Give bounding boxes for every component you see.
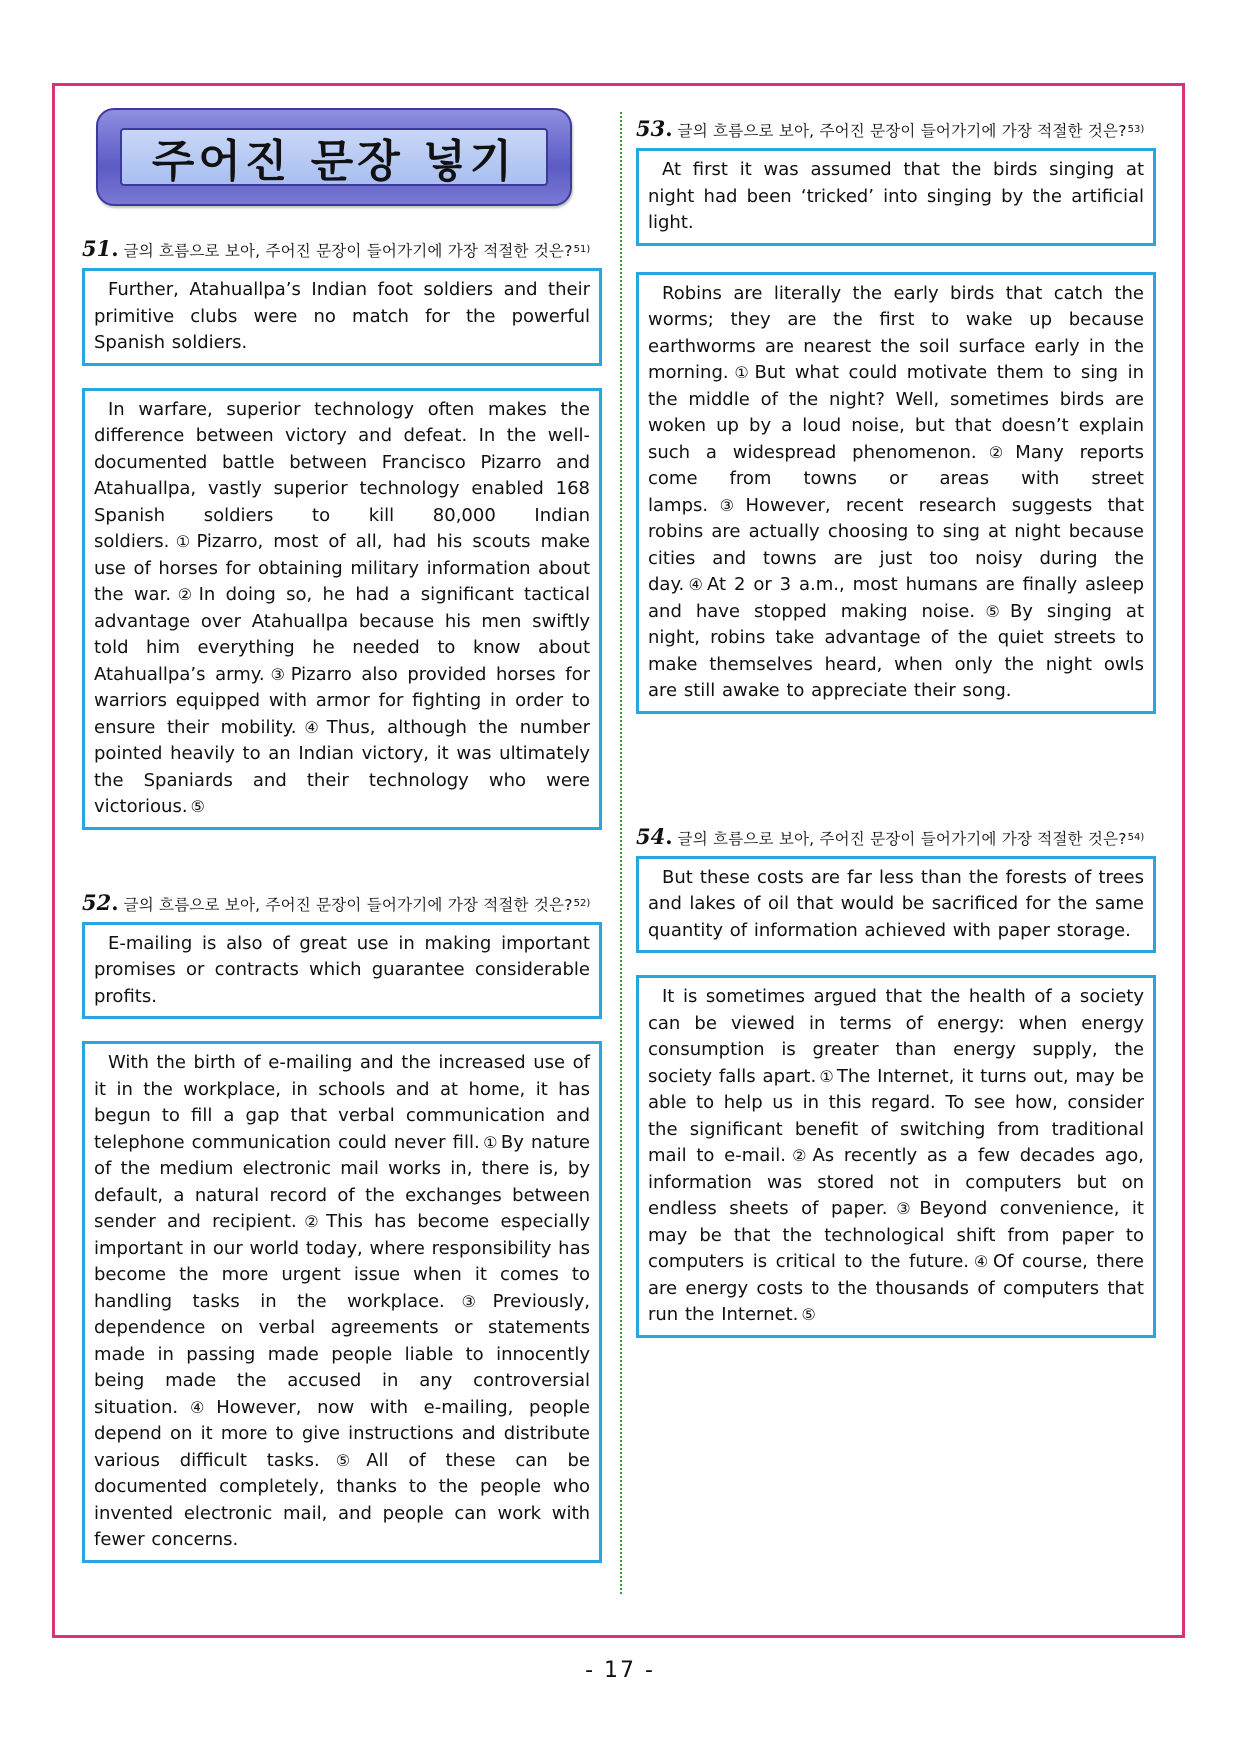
passage-text: Many reports come from towns or areas with street lamps. xyxy=(648,441,1144,516)
question-52 xyxy=(82,890,602,1563)
question-header xyxy=(636,116,1156,141)
question-header xyxy=(82,890,602,915)
question-number: 53. xyxy=(636,116,673,141)
question-53 xyxy=(636,116,1156,714)
given-sentence-box xyxy=(636,148,1156,246)
passage-text: Beyond convenience, it may be that the technological shift from paper to computers is critical to the future. xyxy=(648,1198,1144,1272)
passage-text: Thus, although the number pointed heavily to an Indian victory, it was ultimately the Spaniards and their technology who were victorious. xyxy=(94,716,590,817)
marker-5: ⑤ xyxy=(190,797,205,816)
marker-3: ③ xyxy=(267,664,288,684)
passage-text: This has become especially important in our world today, where responsibility has become the more urgent issue when it comes to handling tasks in the workplace. xyxy=(94,1211,590,1312)
passage-text: Pizarro, most of all, had his scouts make use of horses for obtaining military information about the war. xyxy=(94,531,590,605)
passage-text: However, now with e-mailing, people depend on it more to give instructions and distribute various difficult tasks. xyxy=(94,1396,591,1471)
marker-5: ⑤ xyxy=(322,1450,364,1470)
question-number: 54. xyxy=(636,823,673,849)
passage-text: Robins are literally the early birds that catch the worms; they are the first to wake up because earthworms are nearest the soil surface early in the morning. xyxy=(648,282,1144,383)
marker-1: ① xyxy=(819,1066,834,1086)
footnote-ref: 53) xyxy=(1127,124,1145,135)
marker-1: ① xyxy=(172,532,194,551)
marker-4: ④ xyxy=(972,1252,990,1271)
passage-text: By nature of the medium electronic mail works in, there is, by default, a natural record of the exchanges between sender and recipient. xyxy=(94,1131,590,1232)
page-title: 주어진 문장 넣기 xyxy=(151,136,517,187)
passage-text: Pizarro also provided horses for warriors equipped with armor for fighting in order to ensure their mobility. xyxy=(94,663,591,738)
marker-2: ② xyxy=(299,1212,324,1231)
passage-text: In warfare, superior technology often makes the difference between victory and defeat. In the well-documented battle between Francisco Pizarro and Atahuallpa, vastly superior technology enabled 168 Spanish soldiers to kill 80,000 Indian soldiers. xyxy=(94,398,590,552)
given-sentence-box xyxy=(636,856,1156,954)
marker-1: ① xyxy=(731,363,752,382)
marker-2: ② xyxy=(174,585,196,604)
marker-3: ③ xyxy=(447,1291,490,1311)
marker-5: ⑤ xyxy=(801,1305,816,1324)
question-header xyxy=(82,236,602,261)
marker-3: ③ xyxy=(711,495,743,515)
marker-4: ④ xyxy=(687,575,704,594)
given-sentence: E-mailing is also of great use in making important promises or contracts which guarantee considerable profits. xyxy=(94,932,590,1007)
question-number: 52. xyxy=(82,889,119,915)
left-column xyxy=(82,108,602,1563)
passage-text: In doing so, he had a significant tactical advantage over Atahuallpa because his men swiftly told him everything he needed to know about Atahuallpa’s army. xyxy=(94,584,591,685)
passage-text: It is sometimes argued that the health of a society can be viewed in terms of energy: when energy consumption is greater than energy supply, the society falls apart. xyxy=(648,986,1144,1087)
marker-4: ④ xyxy=(181,1397,214,1417)
given-sentence: At first it was assumed that the birds singing at night had been ‘tricked’ into singing by the artificial light. xyxy=(648,159,1144,233)
right-column xyxy=(636,116,1156,1338)
passage-text: As recently as a few decades ago, information was stored not in computers but on endless sheets of paper. xyxy=(648,1145,1144,1219)
passage-text: At 2 or 3 a.m., most humans are finally asleep and have stopped making noise. xyxy=(648,574,1144,622)
passage-text: However, recent research suggests that robins are actually choosing to sing at night because cities and towns are just too noisy during the day. xyxy=(648,494,1145,595)
given-sentence: But these costs are far less than the forests of trees and lakes of oil that would be sacrificed for the same quantity of information achieved with paper storage. xyxy=(648,866,1144,941)
passage-text: All of these can be documented completely, thanks to the people who invented electronic mail, and people can work with fewer concerns. xyxy=(94,1449,590,1550)
question-instruction: 글의 흐름으로 보아, 주어진 문장이 들어가기에 가장 적절한 것은? xyxy=(677,829,1127,848)
given-sentence: Further, Atahuallpa’s Indian foot soldiers and their primitive clubs were no match for the powerful Spanish soldiers. xyxy=(94,279,590,353)
marker-4: ④ xyxy=(299,717,324,737)
marker-2: ② xyxy=(789,1146,810,1165)
passage-box xyxy=(636,272,1156,714)
question-instruction: 글의 흐름으로 보아, 주어진 문장이 들어가기에 가장 적절한 것은? xyxy=(123,895,573,914)
marker-5: ⑤ xyxy=(978,601,1007,621)
footnote-ref: 54) xyxy=(1127,831,1145,843)
title-banner xyxy=(96,108,572,206)
passage-text: Of course, there are energy costs to the thousands of computers that run the Internet. xyxy=(648,1251,1144,1325)
passage-text: The Internet, it turns out, may be able to help us in this regard. To see how, consider the significant benefit of switching from traditional mail to e-mail. xyxy=(648,1065,1144,1166)
question-51 xyxy=(82,236,602,830)
passage-text: But what could motivate them to sing in the middle of the night? Well, sometimes birds are woken up by a loud noise, but that doesn’t explain such a widespread phenomenon. xyxy=(648,362,1144,463)
marker-3: ③ xyxy=(890,1199,917,1218)
footnote-ref: 51) xyxy=(573,244,591,255)
given-sentence-box xyxy=(82,922,602,1020)
question-instruction: 글의 흐름으로 보아, 주어진 문장이 들어가기에 가장 적절한 것은? xyxy=(677,122,1127,140)
question-number: 51. xyxy=(82,236,119,261)
question-54 xyxy=(636,824,1156,1338)
marker-2: ② xyxy=(979,442,1013,462)
passage-text: By singing at night, robins take advantage of the quiet streets to make themselves heard, when only the night owls are still awake to appreciate their song. xyxy=(648,600,1144,701)
column-divider xyxy=(620,112,622,1594)
passage-box xyxy=(82,388,602,830)
title-banner-inner xyxy=(120,128,548,186)
page-number: - 17 - xyxy=(585,1658,655,1683)
passage-box xyxy=(636,975,1156,1338)
passage-box xyxy=(82,1041,602,1563)
passage-text: With the birth of e-mailing and the increased use of it in the workplace, in schools and at home, it has begun to fill a gap that verbal communication and telephone communication could never fill. xyxy=(94,1052,590,1153)
marker-1: ① xyxy=(482,1132,498,1152)
question-header xyxy=(636,824,1156,849)
question-instruction: 글의 흐름으로 보아, 주어진 문장이 들어가기에 가장 적절한 것은? xyxy=(123,242,573,260)
given-sentence-box xyxy=(82,268,602,366)
footnote-ref: 52) xyxy=(573,897,591,909)
passage-text: Previously, dependence on verbal agreements or statements made in passing made people liable to innocently being made the accused in any controversial situation. xyxy=(94,1290,591,1418)
